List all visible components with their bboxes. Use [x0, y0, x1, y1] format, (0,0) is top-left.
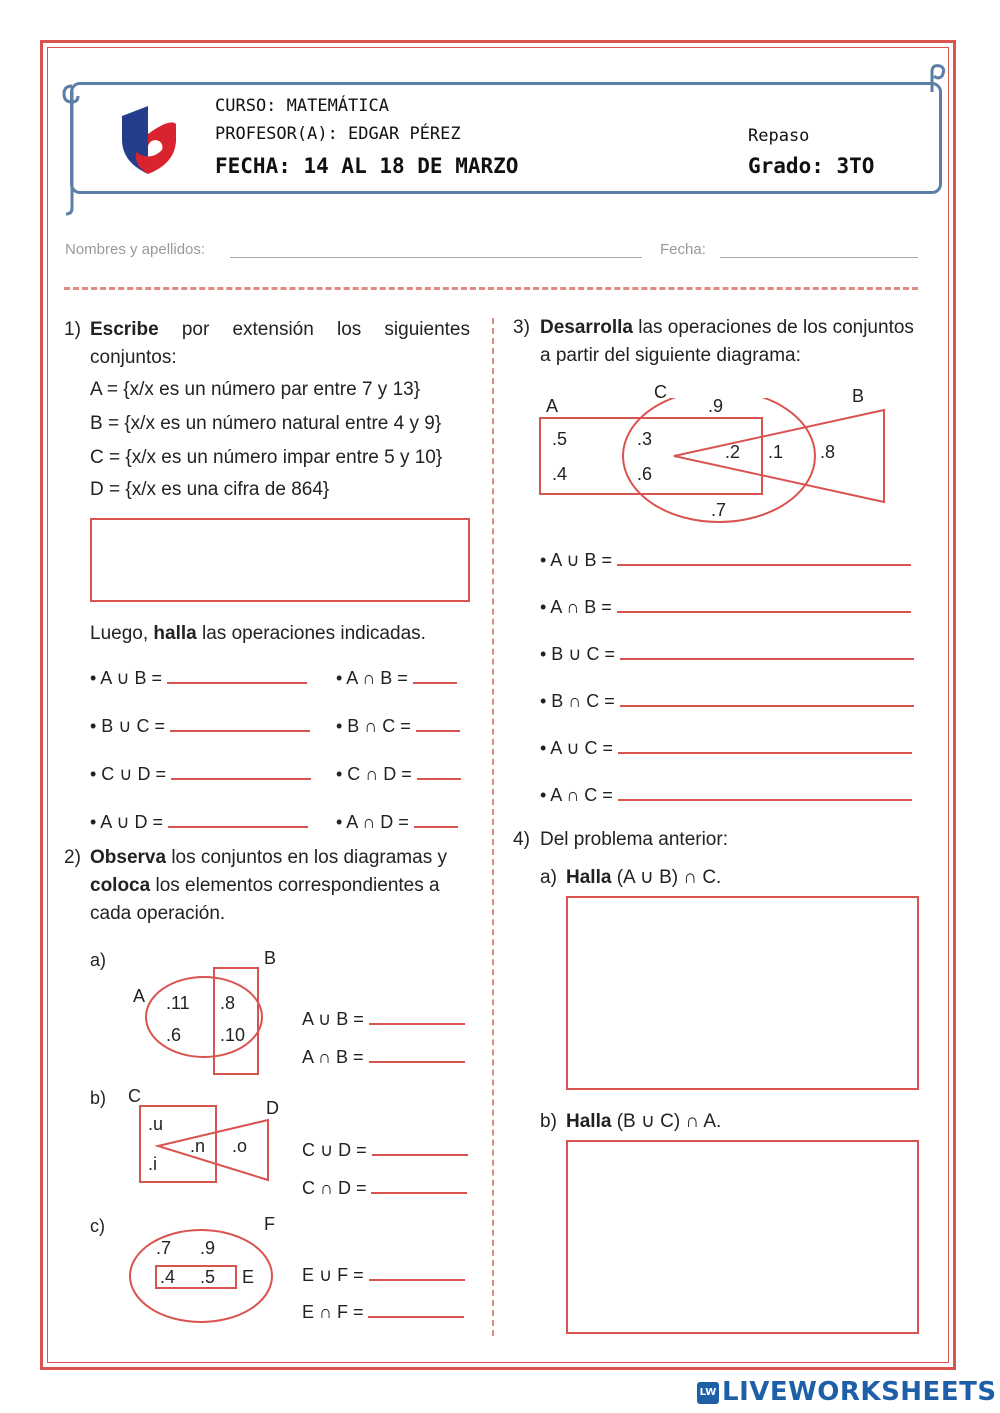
q3-elem: .9 [708, 396, 724, 416]
answer-blank[interactable] [369, 1043, 465, 1063]
q2c-elem: .9 [200, 1238, 216, 1258]
q3-elem: .4 [552, 464, 568, 484]
op-label: C ∩ D = [302, 1178, 367, 1198]
q2-line3: cada operación. [90, 903, 226, 924]
answer-blank[interactable] [170, 712, 310, 732]
answer-blank[interactable] [171, 760, 311, 780]
q2a-elem: .11 [166, 993, 190, 1013]
q4a-prompt [566, 864, 721, 892]
q1-op-a-inter-d [336, 808, 458, 833]
answer-blank[interactable] [413, 664, 457, 684]
q1-op-c-union-d [90, 760, 311, 785]
q2-line2 [90, 872, 440, 900]
q3-set-a-label: A [546, 396, 559, 416]
q4b-answer-box[interactable] [566, 1140, 919, 1334]
q1-op-b-union-c [90, 712, 310, 737]
q4a-answer-box[interactable] [566, 896, 919, 1090]
q4a-verb: Halla [566, 867, 612, 888]
answer-blank[interactable] [168, 808, 308, 828]
q2c-elem: .7 [156, 1238, 172, 1258]
q2c-label: c) [90, 1216, 105, 1236]
q2c-set-e-label: E [242, 1267, 255, 1287]
q4-intro: Del problema anterior: [540, 829, 728, 850]
column-divider [492, 318, 494, 1336]
answer-blank[interactable] [620, 640, 914, 660]
school-logo [118, 104, 180, 176]
q3-op [540, 546, 911, 571]
q2a-elem: .8 [220, 993, 236, 1013]
op-label: E ∩ F = [302, 1302, 364, 1322]
q3-elem: .2 [725, 442, 741, 462]
q1-set-d: D = {x/x es una cifra de 864} [90, 479, 330, 500]
answer-blank[interactable] [618, 781, 912, 801]
op-label: • A ∩ B = [336, 668, 408, 688]
op-label: • B ∩ C = [336, 716, 411, 736]
q1-set-c: C = {x/x es un número impar entre 5 y 10} [90, 447, 443, 468]
q2b-op-union [302, 1136, 468, 1161]
q2c-op-inter [302, 1298, 464, 1323]
q1-set-a: A = {x/x es un número par entre 7 y 13} [90, 379, 421, 400]
q1-rest: por extensión los siguientes conjuntos: [90, 319, 470, 368]
q3-op [540, 640, 914, 665]
op-label: • A ∩ C = [540, 785, 613, 805]
answer-blank[interactable] [620, 687, 914, 707]
q3-elem: .8 [820, 442, 836, 462]
q4a-label: a) [540, 867, 557, 888]
q4a-rest: (A ∪ B) ∩ C. [611, 867, 722, 888]
op-label: • A ∪ D = [90, 812, 164, 832]
q1-number: 1) [64, 319, 81, 340]
q4b-verb: Halla [566, 1111, 612, 1132]
q1-op-c-inter-d [336, 760, 461, 785]
q2b-set-d-label: D [266, 1098, 279, 1118]
q2b-diagram [136, 1100, 276, 1186]
q2a-elem: .10 [220, 1025, 246, 1045]
answer-blank[interactable] [618, 734, 912, 754]
q2-line1 [90, 844, 447, 872]
q1-op-a-union-b [90, 664, 307, 689]
q2a-op-inter [302, 1043, 465, 1068]
name-input[interactable] [230, 257, 642, 258]
q2a-set-a-label: A [133, 986, 146, 1006]
op-label: A ∩ B = [302, 1047, 364, 1067]
answer-blank[interactable] [368, 1298, 464, 1318]
q3-line2: a partir del siguiente diagrama: [540, 345, 801, 366]
q3-set-b-label: B [852, 386, 865, 406]
answer-blank[interactable] [416, 712, 460, 732]
liveworksheets-brand: LIVEWORKSHEETS [722, 1377, 997, 1407]
q3-elem: .5 [552, 429, 568, 449]
answer-blank[interactable] [167, 664, 307, 684]
answer-blank[interactable] [372, 1136, 468, 1156]
q1-then-pre: Luego, [90, 623, 154, 644]
q1-then-verb: halla [153, 623, 197, 644]
q1-prompt [90, 316, 470, 372]
op-label: • A ∪ C = [540, 738, 614, 758]
q1-then-post: las operaciones indicadas. [196, 623, 426, 644]
q4-number: 4) [513, 829, 530, 850]
scroll-curl-right-icon [918, 62, 948, 102]
header-divider [64, 287, 918, 290]
q2-number: 2) [64, 847, 81, 868]
answer-blank[interactable] [417, 760, 461, 780]
q1-set-b: B = {x/x es un número natural entre 4 y 9} [90, 413, 442, 434]
q3-elem: .7 [711, 500, 727, 520]
op-label: • A ∩ B = [540, 597, 612, 617]
q2c-elem: .5 [200, 1267, 216, 1287]
liveworksheets-logo-icon: LW [697, 1382, 719, 1404]
q3-rest: las operaciones de los conjuntos [632, 317, 914, 338]
answer-blank[interactable] [414, 808, 458, 828]
op-label: • A ∪ B = [540, 550, 613, 570]
answer-blank[interactable] [617, 546, 911, 566]
q3-elem: .6 [637, 464, 653, 484]
q2a-label: a) [90, 950, 107, 970]
q2c-elem: .4 [160, 1267, 176, 1287]
scroll-curl-left-icon [60, 78, 90, 218]
q1-verb: Escribe [90, 319, 159, 340]
answer-blank[interactable] [617, 593, 911, 613]
q2-text2: los elementos correspondientes a [150, 875, 440, 896]
student-date-label: Fecha: [660, 241, 706, 258]
student-date-input[interactable] [720, 257, 918, 258]
q2b-elem: .o [232, 1136, 248, 1156]
q2c-op-union [302, 1261, 465, 1286]
teacher-label: PROFESOR(A): EDGAR PÉREZ [215, 124, 461, 144]
q2b-label: b) [90, 1088, 107, 1108]
q3-set-c-label: C [654, 382, 667, 402]
q3-op [540, 781, 912, 806]
op-label: C ∪ D = [302, 1140, 367, 1160]
q2-text1: los conjuntos en los diagramas y [166, 847, 447, 868]
q2c-set-f-label: F [264, 1214, 275, 1234]
q2b-elem: .n [190, 1136, 206, 1156]
q2b-elem: .i [148, 1154, 157, 1174]
q3-op [540, 687, 914, 712]
q2b-set-c-label: C [128, 1086, 141, 1106]
q3-op [540, 734, 912, 759]
q2a-elem: .6 [166, 1025, 182, 1045]
answer-blank[interactable] [371, 1174, 467, 1194]
q3-elem: .3 [637, 429, 653, 449]
q4b-prompt [566, 1108, 721, 1136]
answer-blank[interactable] [369, 1261, 465, 1281]
q4b-rest: (B ∪ C) ∩ A. [611, 1111, 722, 1132]
q3-elem: .1 [768, 442, 784, 462]
op-label: • B ∪ C = [90, 716, 165, 736]
q2b-op-inter [302, 1174, 467, 1199]
q3-op [540, 593, 911, 618]
course-label: CURSO: MATEMÁTICA [215, 96, 389, 116]
q3-line1 [540, 314, 914, 342]
date-label: FECHA: 14 AL 18 DE MARZO [215, 154, 519, 178]
q2-verb1: Observa [90, 847, 167, 868]
op-label: • A ∪ B = [90, 668, 163, 688]
q4b-label: b) [540, 1111, 557, 1132]
q1-op-a-union-d [90, 808, 308, 833]
op-label: E ∪ F = [302, 1265, 364, 1285]
op-label: • A ∩ D = [336, 812, 409, 832]
op-label: • C ∪ D = [90, 764, 166, 784]
q1-op-b-inter-c [336, 712, 460, 737]
op-label: • B ∪ C = [540, 644, 615, 664]
name-label: Nombres y apellidos: [65, 241, 206, 258]
q1-then-text [90, 620, 426, 648]
q1-answer-box[interactable] [90, 518, 470, 602]
op-label: • B ∩ C = [540, 691, 615, 711]
q1-op-a-inter-b [336, 664, 457, 689]
op-label: A ∪ B = [302, 1009, 364, 1029]
q2a-op-union [302, 1005, 465, 1030]
q2-verb2: coloca [90, 875, 151, 896]
worksheet-type: Repaso [748, 126, 810, 146]
answer-blank[interactable] [369, 1005, 465, 1025]
q2a-set-b-label: B [264, 948, 277, 968]
q2b-elem: .u [148, 1114, 164, 1134]
op-label: • C ∩ D = [336, 764, 412, 784]
q3-number: 3) [513, 317, 530, 338]
q2a-venn-diagram [140, 960, 270, 1080]
q2b-set-d-shape [158, 1120, 268, 1180]
grade-label: Grado: 3TO [748, 154, 875, 178]
q3-verb: Desarrolla [540, 317, 633, 338]
